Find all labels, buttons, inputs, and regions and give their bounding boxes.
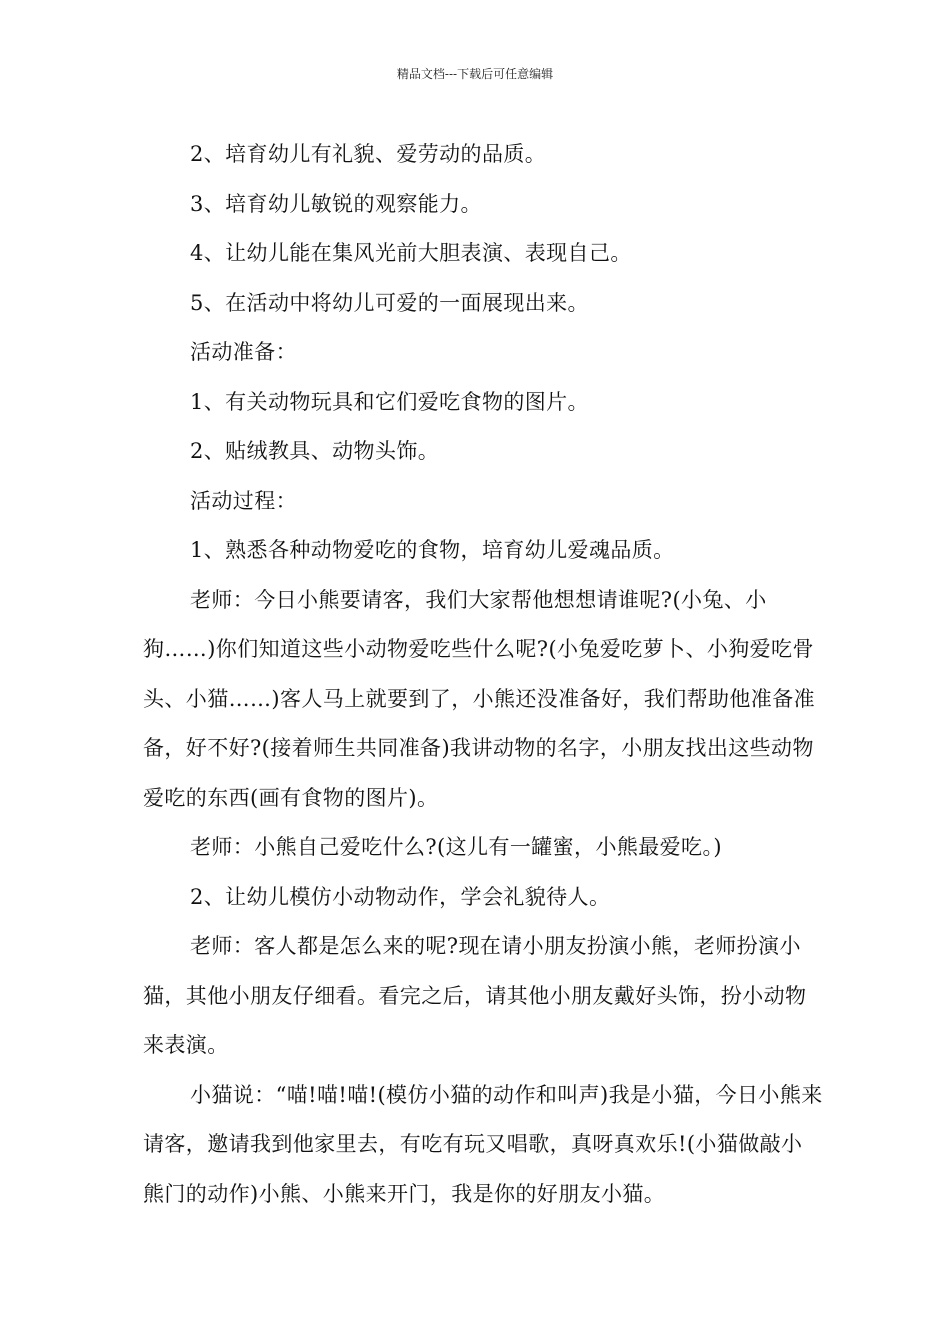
paragraph-preparation-2: 2、贴绒教具、动物头饰。 xyxy=(190,439,440,463)
paragraph-teacher-dialogue-3: 老师：客人都是怎么来的呢?现在请小朋友扮演小熊，老师扮演小猫，其他小朋友仔细看。看完之后，请其他小朋友戴好头饰，扮小动物来表演。 xyxy=(143,934,807,1057)
paragraph-kitten-speech: 小猫说：“喵!喵!喵!(模仿小猫的动作和叫声)我是小猫，今日小熊来请客，邀请我到他家里去，有吃有玩又唱歌，真呀真欢乐!(小猫做敲小熊门的动作)小熊、小熊来开门，我是你的好朋友小猫。 xyxy=(143,1082,823,1206)
section-heading-preparation: 活动准备： xyxy=(190,340,297,364)
section-heading-process: 活动过程： xyxy=(190,488,297,513)
paragraph-goal-4: 4、让幼儿能在集风光前大胆表演、表现自己。 xyxy=(190,241,632,265)
paragraph-preparation-1: 1、有关动物玩具和它们爱吃食物的图片。 xyxy=(190,389,589,414)
paragraph-goal-5: 5、在活动中将幼儿可爱的一面展现出来。 xyxy=(190,290,589,315)
paragraph-process-2: 2、让幼儿模仿小动物动作，学会礼貌待人。 xyxy=(190,884,611,909)
paragraph-teacher-dialogue-1: 老师：今日小熊要请客，我们大家帮他想想请谁呢?(小兔、小狗……)你们知道这些小动物爱吃些什么呢?(小兔爱吃萝卜、小狗爱吃骨头、小猫……)客人马上就要到了，小熊还没准备好，我们帮助他准备准备，好不好?(接着师生共同准备)我讲动物的名字，小朋友找出这些动物爱吃的东西(画有食物的图片)。 xyxy=(143,587,815,810)
paragraph-teacher-dialogue-2: 老师：小熊自己爱吃什么?(这儿有一罐蜜，小熊最爱吃。) xyxy=(190,835,722,859)
paragraph-goal-2: 2、培育幼儿有礼貌、爱劳动的品质。 xyxy=(190,142,547,166)
paragraph-process-1: 1、熟悉各种动物爱吃的食物，培育幼儿爱魂品质。 xyxy=(190,538,675,562)
paragraph-goal-3: 3、培育幼儿敏锐的观察能力。 xyxy=(190,191,482,216)
document-body xyxy=(143,130,823,1219)
page-header: 精品文档---下载后可任意编辑 xyxy=(396,67,554,81)
